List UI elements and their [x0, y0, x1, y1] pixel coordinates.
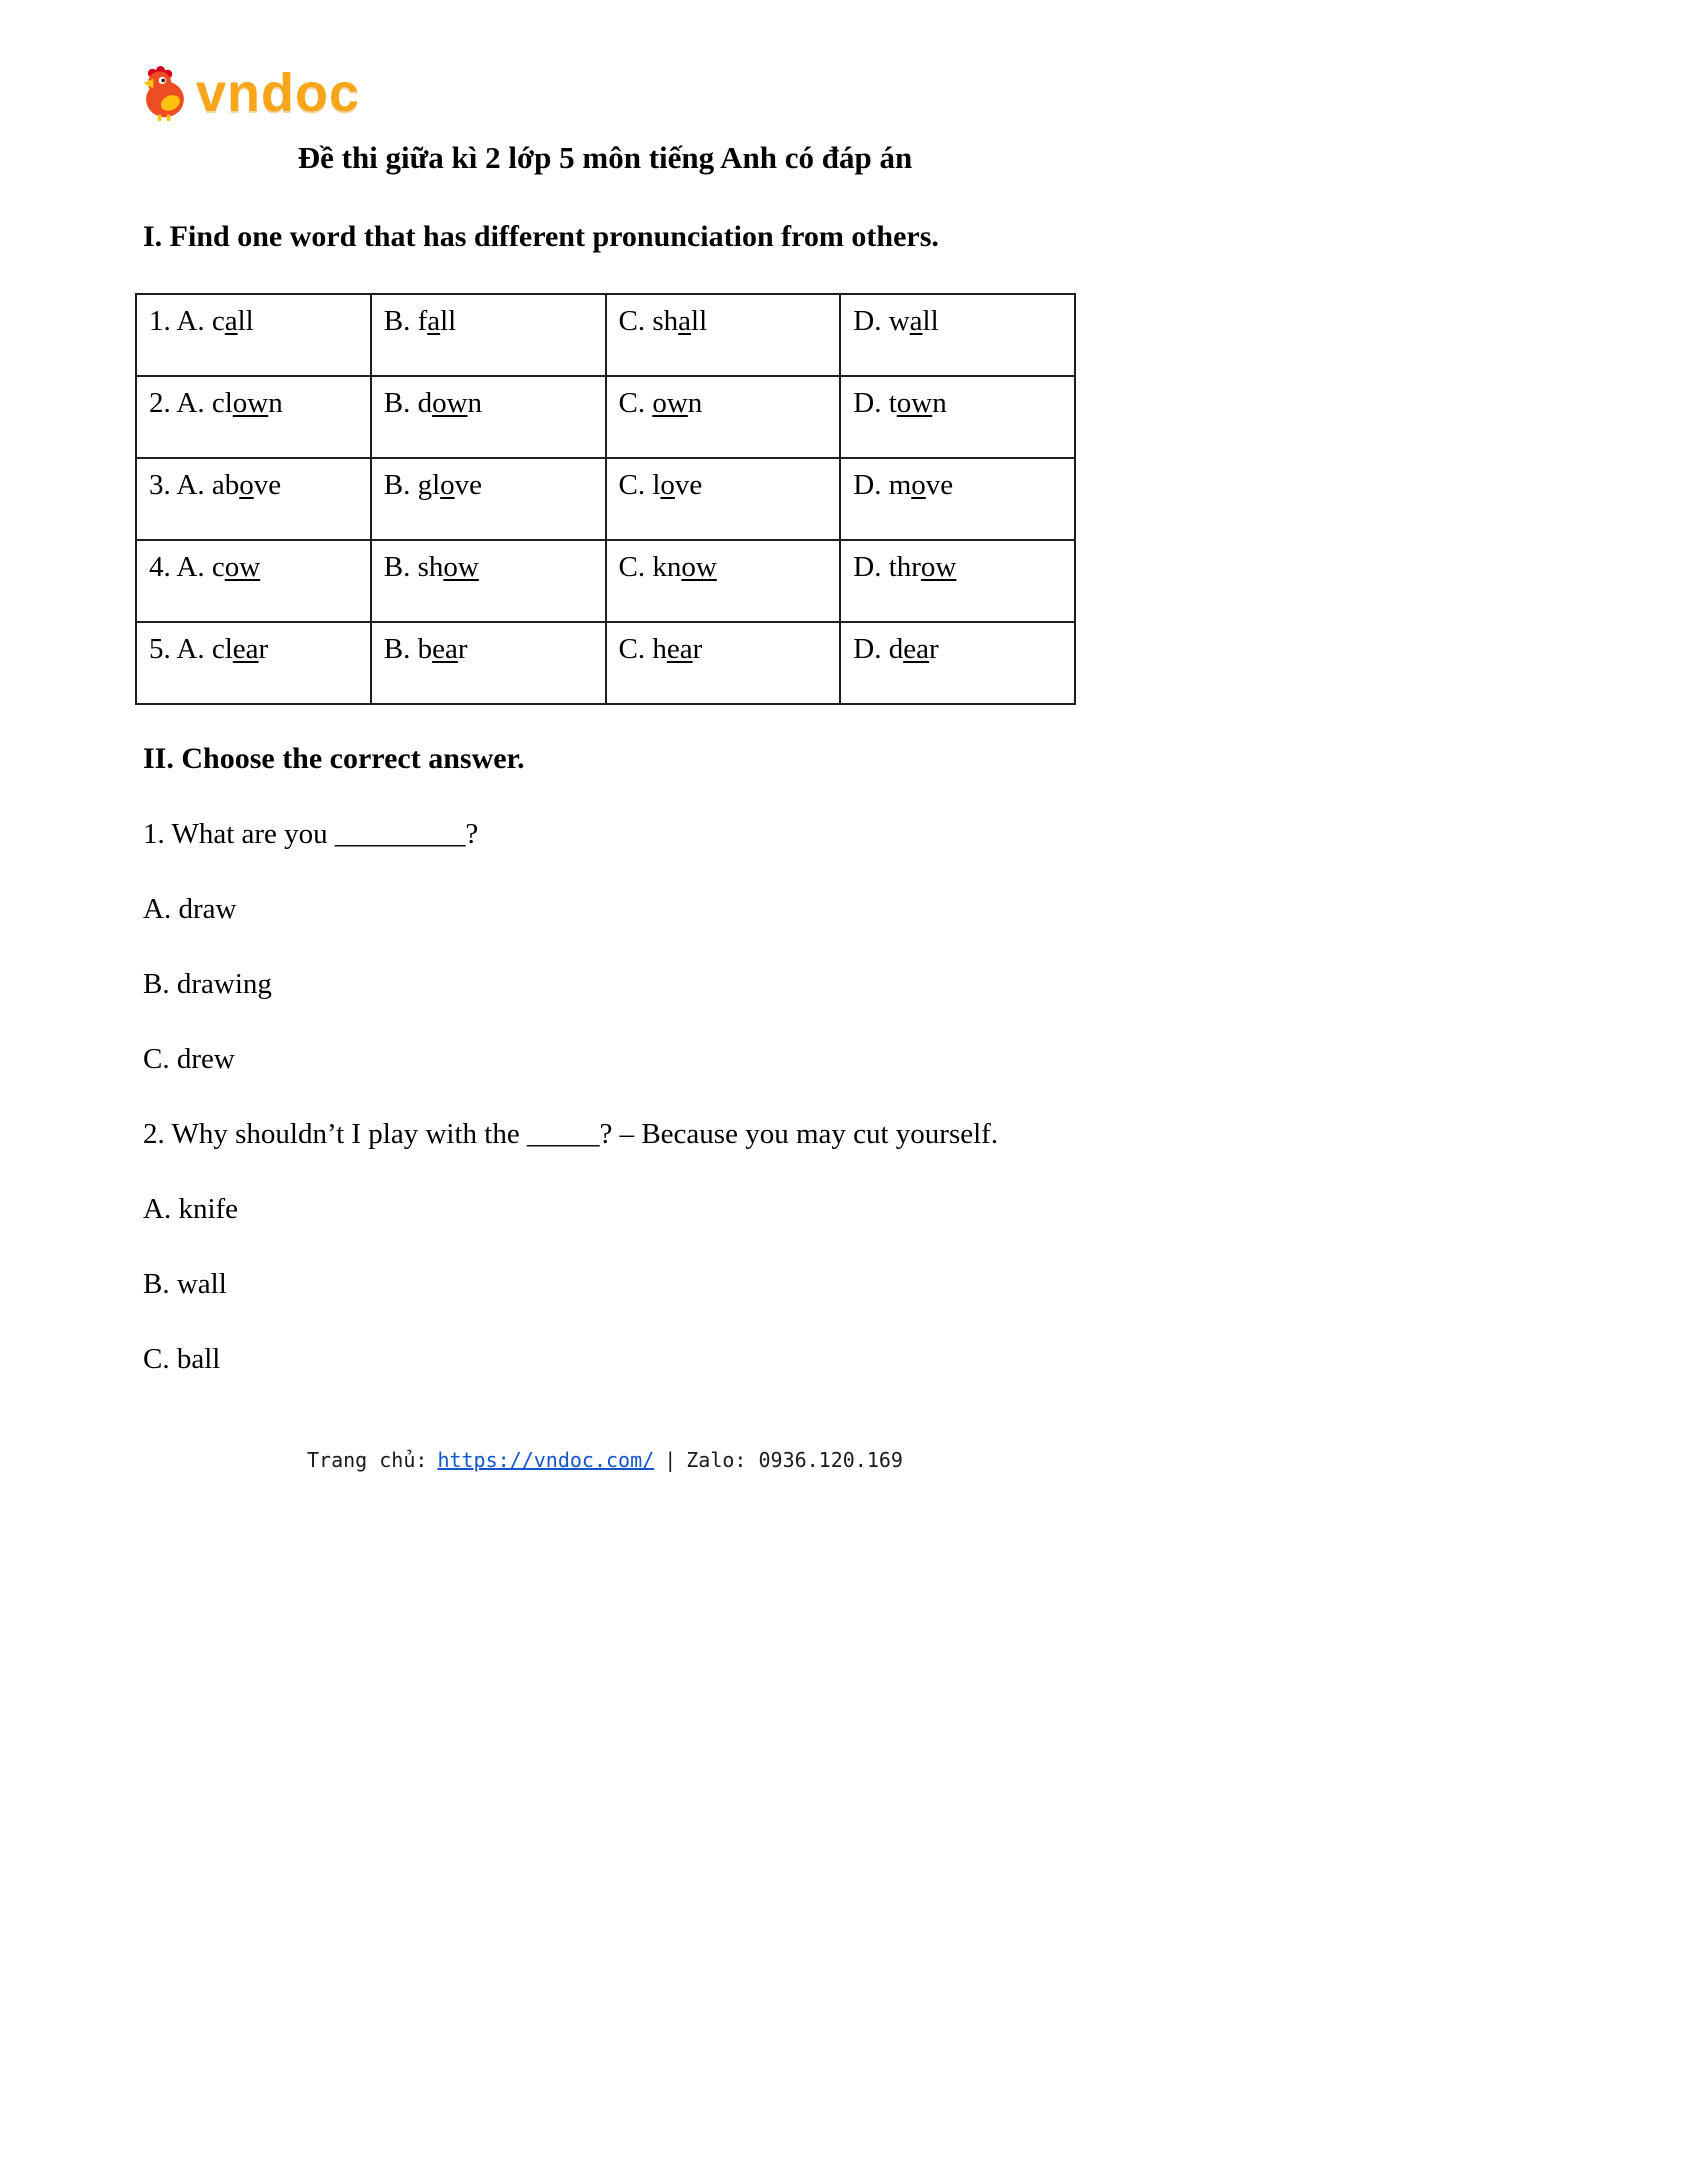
table-cell: B. down: [371, 376, 606, 458]
footer-separator: |: [664, 1448, 677, 1472]
answer-option: C. drew: [143, 1043, 235, 1075]
homepage-label: Trang chủ:: [307, 1448, 428, 1472]
question-text: 2. Why shouldn’t I play with the _____? – Because you may cut yourself.: [143, 1118, 999, 1150]
table-cell: C. own: [606, 376, 841, 458]
table-cell: D. move: [840, 458, 1075, 540]
chicken-mascot-icon: [138, 64, 192, 122]
table-cell: B. fall: [371, 294, 606, 376]
table-row: [136, 622, 1075, 704]
table-cell: 1. A. call: [136, 294, 371, 376]
zalo-label: Zalo: 0936.120.169: [686, 1448, 903, 1472]
table-cell: B. glove: [371, 458, 606, 540]
table-cell: 2. A. clown: [136, 376, 371, 458]
table-cell: C. love: [606, 458, 841, 540]
table-cell: C. hear: [606, 622, 841, 704]
table-cell: D. dear: [840, 622, 1075, 704]
table-cell: B. show: [371, 540, 606, 622]
answer-option: A. knife: [143, 1193, 239, 1225]
document-title: Đề thi giữa kì 2 lớp 5 môn tiếng Anh có đáp án: [297, 140, 913, 175]
table-row: [136, 540, 1075, 622]
answer-option: C. ball: [143, 1343, 221, 1375]
table-cell: D. town: [840, 376, 1075, 458]
section-2-heading: II. Choose the correct answer.: [143, 742, 525, 775]
table-cell: C. shall: [606, 294, 841, 376]
answer-option: A. draw: [143, 893, 237, 925]
table-cell: D. wall: [840, 294, 1075, 376]
table-cell: D. throw: [840, 540, 1075, 622]
table-cell: 4. A. cow: [136, 540, 371, 622]
table-cell: C. know: [606, 540, 841, 622]
table-cell: B. bear: [371, 622, 606, 704]
answer-option: B. drawing: [143, 968, 272, 1000]
question-text: 1. What are you _________?: [143, 818, 479, 850]
answer-option: B. wall: [143, 1268, 227, 1300]
table-row: [136, 376, 1075, 458]
page-footer: [0, 1448, 1210, 1472]
logo-text: vndoc: [196, 63, 361, 123]
section-1-heading: I. Find one word that has different pronunciation from others.: [143, 220, 939, 253]
table-cell: 3. A. above: [136, 458, 371, 540]
table-row: [136, 294, 1075, 376]
table-row: [136, 458, 1075, 540]
vndoc-logo: [138, 64, 360, 122]
table-cell: 5. A. clear: [136, 622, 371, 704]
homepage-link[interactable]: https://vndoc.com/: [437, 1448, 655, 1472]
pronunciation-table: [135, 293, 1076, 705]
